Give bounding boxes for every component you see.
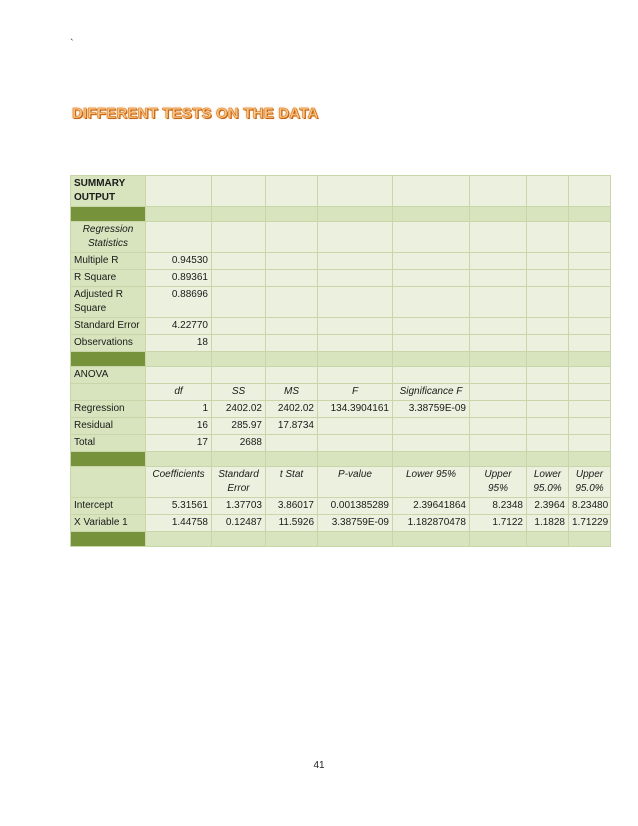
anova-f: 134.3904161 (318, 401, 393, 418)
coef-row-label: X Variable 1 (71, 515, 146, 532)
table-row (71, 401, 611, 418)
stat-value: 4.22770 (146, 318, 212, 335)
stat-label: Adjusted R Square (71, 287, 146, 318)
stat-value: 0.94530 (146, 253, 212, 270)
column-header: Coefficients (146, 467, 212, 498)
anova-significance (393, 435, 470, 452)
anova-ss: 2402.02 (212, 401, 266, 418)
stat-value: 0.88696 (146, 287, 212, 318)
anova-df: 1 (146, 401, 212, 418)
coef-cell: 2.3964 (527, 498, 569, 515)
stat-label: Observations (71, 335, 146, 352)
separator-row (71, 532, 611, 547)
coef-cell: 1.7122 (470, 515, 527, 532)
coef-cell: 8.2348 (470, 498, 527, 515)
table-row (71, 287, 611, 318)
anova-ss: 285.97 (212, 418, 266, 435)
table-row (71, 253, 611, 270)
column-header: Significance F (393, 384, 470, 401)
coef-cell: 1.44758 (146, 515, 212, 532)
stray-mark: ` (70, 38, 74, 50)
summary-title: SUMMARY OUTPUT (71, 176, 146, 207)
separator-row (71, 452, 611, 467)
coef-cell: 1.37703 (212, 498, 266, 515)
column-header: df (146, 384, 212, 401)
separator-row (71, 207, 611, 222)
coef-cell: 1.182870478 (393, 515, 470, 532)
anova-row-label: Regression (71, 401, 146, 418)
coef-cell: 0.001385289 (318, 498, 393, 515)
column-header: P-value (318, 467, 393, 498)
coef-row-label: Intercept (71, 498, 146, 515)
regression-statistics-title: Regression Statistics (71, 222, 146, 253)
stat-label: Multiple R (71, 253, 146, 270)
page-number: 41 (313, 760, 325, 771)
table-row (71, 435, 611, 452)
anova-title-row (71, 367, 611, 384)
column-header: SS (212, 384, 266, 401)
table-row (71, 515, 611, 532)
anova-significance: 3.38759E-09 (393, 401, 470, 418)
stat-value: 0.89361 (146, 270, 212, 287)
table-row (71, 498, 611, 515)
column-header: F (318, 384, 393, 401)
column-header: Lower 95.0% (527, 467, 569, 498)
anova-f (318, 418, 393, 435)
anova-ms (266, 435, 318, 452)
coef-cell: 1.71229 (569, 515, 611, 532)
coef-cell: 2.39641864 (393, 498, 470, 515)
column-header: Lower 95% (393, 467, 470, 498)
table-row (71, 335, 611, 352)
anova-significance (393, 418, 470, 435)
anova-df: 16 (146, 418, 212, 435)
table-row (71, 318, 611, 335)
anova-row-label: Residual (71, 418, 146, 435)
anova-df: 17 (146, 435, 212, 452)
anova-ss: 2688 (212, 435, 266, 452)
column-header: MS (266, 384, 318, 401)
anova-ms: 2402.02 (266, 401, 318, 418)
regression-statistics-header-row (71, 222, 611, 253)
coef-cell: 0.12487 (212, 515, 266, 532)
stat-value: 18 (146, 335, 212, 352)
column-header: Upper 95% (470, 467, 527, 498)
section-heading: DIFFERENT TESTS ON THE DATA (72, 105, 319, 122)
column-header: t Stat (266, 467, 318, 498)
stat-label: Standard Error (71, 318, 146, 335)
anova-row-label: Total (71, 435, 146, 452)
coef-cell: 8.23480 (569, 498, 611, 515)
anova-title: ANOVA (71, 367, 146, 384)
anova-header-row (71, 384, 611, 401)
coef-cell: 3.86017 (266, 498, 318, 515)
column-header: Upper 95.0% (569, 467, 611, 498)
summary-title-row (71, 176, 611, 207)
table-row (71, 270, 611, 287)
separator-row (71, 352, 611, 367)
anova-f (318, 435, 393, 452)
column-header: Standard Error (212, 467, 266, 498)
stat-label: R Square (71, 270, 146, 287)
coef-cell: 3.38759E-09 (318, 515, 393, 532)
coef-cell: 1.1828 (527, 515, 569, 532)
coef-cell: 11.5926 (266, 515, 318, 532)
table-row (71, 418, 611, 435)
coef-cell: 5.31561 (146, 498, 212, 515)
coefficients-header-row (71, 467, 611, 498)
anova-ms: 17.8734 (266, 418, 318, 435)
regression-summary-table (70, 175, 610, 547)
